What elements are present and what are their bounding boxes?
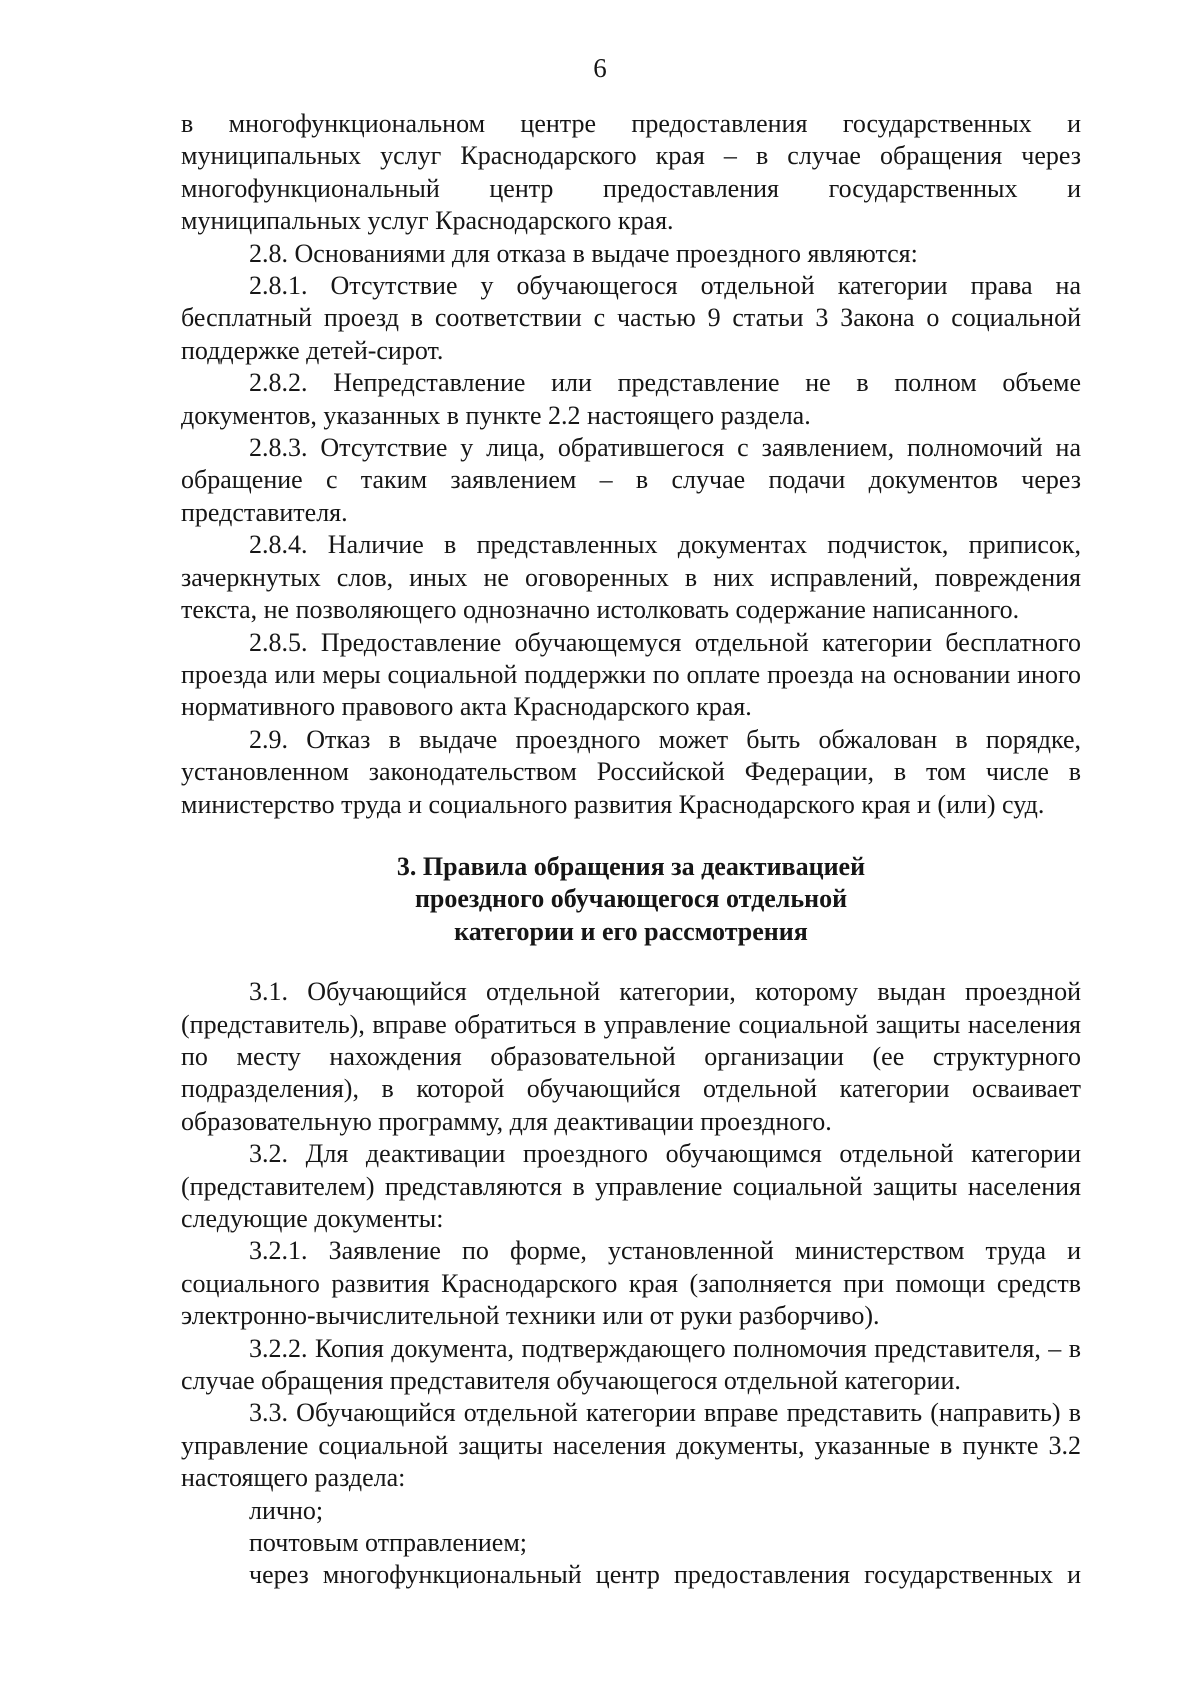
paragraph-3-2: 3.2. Для деактивации проездного обучающимся отдельной категории (представителем) представляются в управление социальной защиты населения следующие документы:: [181, 1139, 1081, 1233]
section-3-heading: [181, 851, 1081, 948]
document-body: [181, 108, 1081, 1592]
paragraph-3-2-1: 3.2.1. Заявление по форме, установленной министерством труда и социального развития Краснодарского края (заполняется при помощи средств электронно-вычислительной техники или от руки разборчиво).: [181, 1236, 1081, 1331]
section-heading-line: 3. Правила обращения за деактивацией: [396, 851, 866, 881]
section-heading-line: категории и его рассмотрения: [454, 916, 808, 946]
paragraph-2-8: 2.8. Основаниями для отказа в выдаче проездного являются:: [249, 238, 918, 268]
list-item: почтовым отправлением;: [249, 1528, 528, 1558]
paragraph-final-line: через многофункциональный центр предоставления государственных и: [249, 1560, 1081, 1590]
paragraph-continuation: в многофункциональном центре предоставления государственных и муниципальных услуг Краснодарского края – в случае обращения через многофункциональный центр предоставления государственных и муниципальных услуг Краснодарского края.: [181, 109, 1081, 236]
list-item: лично;: [249, 1495, 324, 1525]
paragraph-3-2-2: 3.2.2. Копия документа, подтверждающего полномочия представителя, – в случае обращения представителя обучающегося отдельной категории.: [181, 1333, 1081, 1396]
paragraph-2-8-1: 2.8.1. Отсутствие у обучающегося отдельной категории права на бесплатный проезд в соответствии с частью 9 статьи 3 Закона о социальной поддержке детей-сирот.: [181, 271, 1081, 365]
page-number: 6: [593, 53, 607, 83]
paragraph-2-8-5: 2.8.5. Предоставление обучающемуся отдельной категории бесплатного проезда или меры социальной поддержки по оплате проезда на основании иного нормативного правового акта Краснодарского края.: [181, 627, 1081, 722]
paragraph-2-8-3: 2.8.3. Отсутствие у лица, обратившегося с заявлением, полномочий на обращение с таким заявлением – в случае подачи документов через представителя.: [181, 433, 1081, 527]
paragraph-2-8-2: 2.8.2. Непредставление или представление не в полном объеме документов, указанных в пункте 2.2 настоящего раздела.: [181, 368, 1081, 430]
paragraph-2-9: 2.9. Отказ в выдаче проездного может быть обжалован в порядке, установленном законодательством Российской Федерации, в том числе в министерство труда и социального развития Краснодарского края и (или) суд.: [181, 724, 1081, 819]
paragraph-3-3: 3.3. Обучающийся отдельной категории вправе представить (направить) в управление социальной защиты населения документы, указанные в пункте 3.2 настоящего раздела:: [181, 1398, 1081, 1493]
paragraph-2-8-4: 2.8.4. Наличие в представленных документах подчисток, приписок, зачеркнутых слов, иных не оговоренных в них исправлений, повреждения текста, не позволяющего однозначно истолковать содержание написанного.: [181, 530, 1081, 625]
section-heading-line: проездного обучающегося отдельной: [414, 884, 848, 914]
paragraph-3-1: 3.1. Обучающийся отдельной категории, которому выдан проездной (представитель), вправе обратиться в управление социальной защиты населения по месту нахождения образовательной организации (ее структурного подразделения), в которой обучающийся отдельной категории осваивает образовательную программу, для деактивации проездного.: [181, 977, 1081, 1136]
